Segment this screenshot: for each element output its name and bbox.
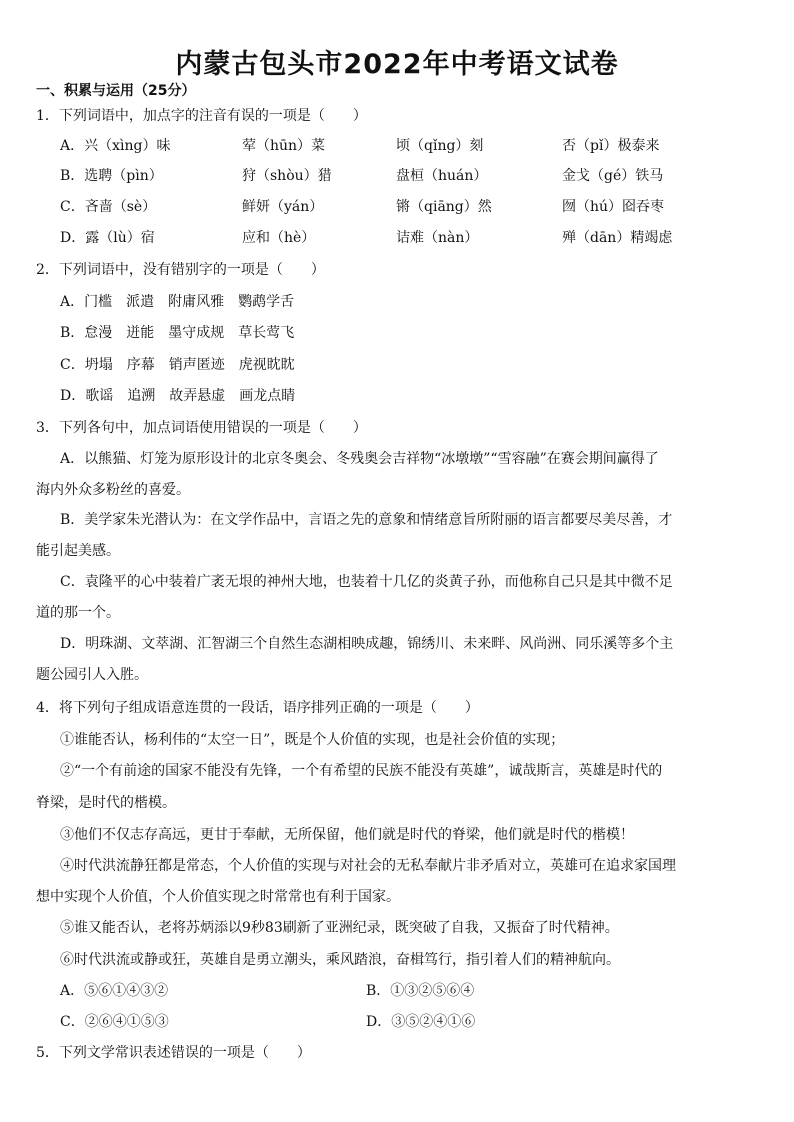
q3-option-a-line-2: 海内外众多粉丝的喜爱。 xyxy=(36,482,190,498)
q4-sentence-4-line-2: 想中实现个人价值，个人价值实现之时常常也有利于国家。 xyxy=(36,889,400,905)
q1-option-a-3: 顷（qǐng）刻 xyxy=(396,138,484,154)
question-4-stem: 4．将下列句子组成语意连贯的一段话，语序排列正确的一项是（ ） xyxy=(36,700,479,716)
q3-option-a-line-1: A．以熊猫、灯笼为原形设计的北京冬奥会、冬残奥会吉祥物“冰墩墩”“雪容融”在赛会期间赢得了 xyxy=(60,451,659,467)
q4-sentence-1: ①谁能否认，杨利伟的“太空一日”，既是个人价值的实现，也是社会价值的实现； xyxy=(60,732,565,748)
q4-option-a: A．⑤⑥①④③② xyxy=(60,983,169,999)
q1-option-d-1: D．露（lù）宿 xyxy=(60,230,155,246)
q4-sentence-4-line-1: ④时代洪流静狂都是常态，个人价值的实现与对社会的无私奉献片非矛盾对立，英雄可在追求家国理 xyxy=(60,858,676,874)
q4-sentence-5: ⑤谁又能否认，老将苏炳添以9秒83刷新了亚洲纪录，既突破了自我，又振奋了时代精神。 xyxy=(60,920,619,936)
q2-option-d: D．歌谣 追溯 故弄悬虚 画龙点睛 xyxy=(60,388,296,404)
q4-option-d: D．③⑤②④①⑥ xyxy=(366,1014,476,1030)
q1-option-b-3: 盘桓（huán） xyxy=(396,168,488,184)
question-2-stem: 2．下列词语中，没有错别字的一项是（ ） xyxy=(36,262,325,278)
q1-option-b-2: 狩（shòu）猎 xyxy=(242,168,332,184)
q1-option-d-3: 诘难（nàn） xyxy=(396,230,479,246)
q3-option-d-line-1: D．明珠湖、文萃湖、汇智湖三个自然生态湖相映成趣，锦绣川、未来畔、风尚洲、同乐溪等多个主 xyxy=(60,636,674,652)
q4-sentence-2-line-1: ②“一个有前途的国家不能没有先锋，一个有希望的民族不能没有英雄”，诚哉斯言，英雄是时代的 xyxy=(60,763,663,779)
q3-option-b-line-1: B．美学家朱光潜认为：在文学作品中，言语之先的意象和情绪意旨所附丽的语言都要尽美尽善，才 xyxy=(60,512,673,528)
question-3-stem: 3．下列各句中，加点词语使用错误的一项是（ ） xyxy=(36,420,367,436)
q3-option-c-line-1: C．袁隆平的心中装着广袤无垠的神州大地，也装着十几亿的炎黄子孙，而他称自己只是其中微不足 xyxy=(60,574,673,590)
q1-option-b-1: B．选聘（pìn） xyxy=(60,168,163,184)
q1-option-b-4: 金戈（gé）铁马 xyxy=(562,168,664,184)
q4-option-b: B．①③②⑤⑥④ xyxy=(366,983,475,999)
q1-option-c-2: 鲜妍（yán） xyxy=(242,199,324,215)
q1-option-a-1: A．兴（xìng）味 xyxy=(60,138,171,154)
q2-option-a: A．门槛 派遣 附庸风雅 鹦鹉学舌 xyxy=(60,294,295,310)
q4-sentence-6: ⑥时代洪流或静或狂，英雄自是勇立潮头，乘风踏浪，奋楫笃行，指引着人们的精神航向。 xyxy=(60,952,620,968)
question-1-stem: 1．下列词语中，加点字的注音有误的一项是（ ） xyxy=(36,108,367,124)
q3-option-c-line-2: 道的那一个。 xyxy=(36,605,120,621)
q1-option-a-2: 荤（hūn）菜 xyxy=(242,138,326,154)
q2-option-b: B．怠漫 迸能 墨守成规 草长莺飞 xyxy=(60,325,295,341)
exam-title: 内蒙古包头市2022年中考语文试卷 xyxy=(175,49,619,80)
q4-sentence-2-line-2: 脊梁，是时代的楷模。 xyxy=(36,795,176,811)
q1-option-c-1: C．吝啬（sè） xyxy=(60,199,157,215)
q3-option-d-line-2: 题公园引人入胜。 xyxy=(36,667,148,683)
q2-option-c: C．坍塌 序幕 销声匿迹 虎视眈眈 xyxy=(60,357,295,373)
q1-option-a-4: 否（pǐ）极泰来 xyxy=(562,138,660,154)
q4-option-c: C．②⑥④①⑤③ xyxy=(60,1014,169,1030)
q1-option-d-2: 应和（hè） xyxy=(242,230,316,246)
question-5-stem: 5．下列文学常识表述错误的一项是（ ） xyxy=(36,1045,311,1061)
q3-option-b-line-2: 能引起美感。 xyxy=(36,543,120,559)
q4-sentence-3: ③他们不仅志存高远，更甘于奉献，无所保留，他们就是时代的脊梁，他们就是时代的楷模！ xyxy=(60,827,634,843)
q1-option-c-3: 锵（qiāng）然 xyxy=(396,199,492,215)
q1-option-c-4: 囫（hú）囵吞枣 xyxy=(562,199,665,215)
q1-option-d-4: 殚（dān）精竭虑 xyxy=(562,230,673,246)
section-heading: 一、积累与运用（25分） xyxy=(36,83,196,99)
